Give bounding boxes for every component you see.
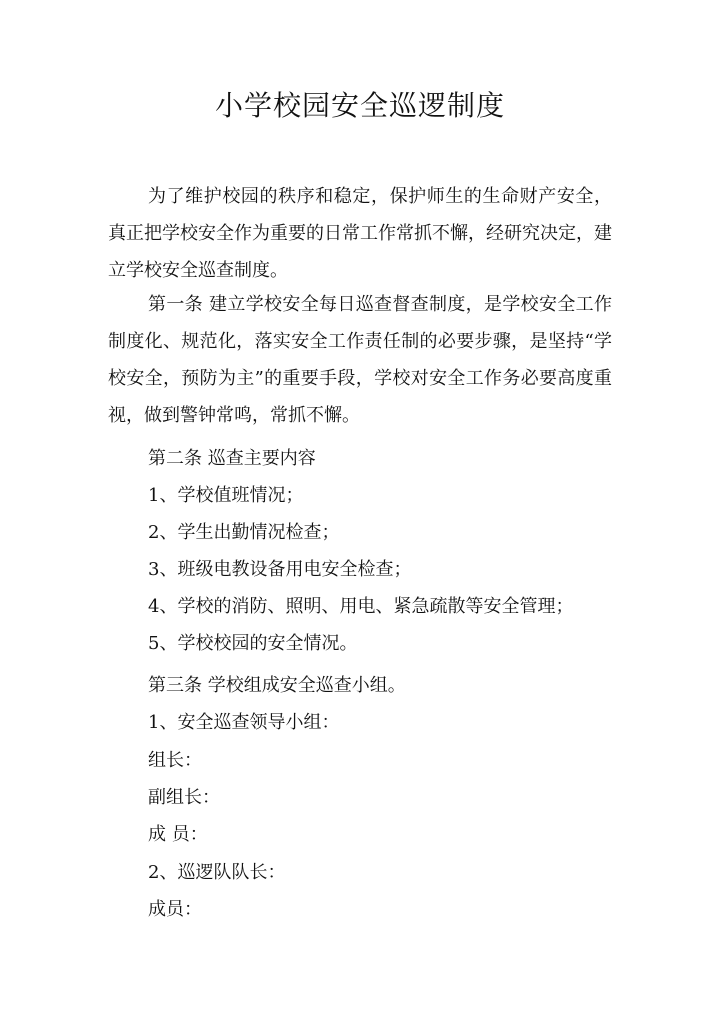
article-three-heading: 第三条 学校组成安全巡查小组。 [148, 675, 406, 696]
article-two-heading: 第二条 巡查主要内容 [148, 448, 316, 469]
document-title: 小学校园安全巡逻制度 [214, 89, 505, 122]
article-one-block [108, 286, 612, 434]
list-item-5: 5、学校校园的安全情况。 [148, 633, 358, 654]
intro-paragraph-block [108, 178, 612, 289]
list-item-2: 2、学生出勤情况检查； [148, 522, 340, 543]
inspection-group-heading: 1、安全巡查领导小组： [148, 712, 340, 733]
patrol-members-field: 成员： [148, 899, 202, 920]
article-one-paragraph: 第一条 建立学校安全每日巡查督查制度，是学校安全工作制度化、规范化，落实安全工作责任制的必要步骤，是坚持“学校安全，预防为主”的重要手段，学校对安全工作务必要高度重视，做到警钟常鸣，常抓不懈。 [108, 294, 612, 426]
intro-paragraph: 为了维护校园的秩序和稳定，保护师生的生命财产安全，真正把学校安全作为重要的日常工作常抓不懈，经研究决定，建立学校安全巡查制度。 [108, 186, 612, 281]
patrol-captain-field: 2、巡逻队队长： [148, 862, 286, 883]
team-leader-field: 组长： [148, 750, 202, 771]
deputy-leader-field: 副组长： [148, 787, 220, 808]
members-field: 成 员： [148, 824, 208, 845]
list-item-1: 1、学校值班情况； [148, 485, 304, 506]
list-item-3: 3、班级电教设备用电安全检查； [148, 559, 412, 580]
list-item-4: 4、学校的消防、照明、用电、紧急疏散等安全管理； [148, 596, 574, 617]
